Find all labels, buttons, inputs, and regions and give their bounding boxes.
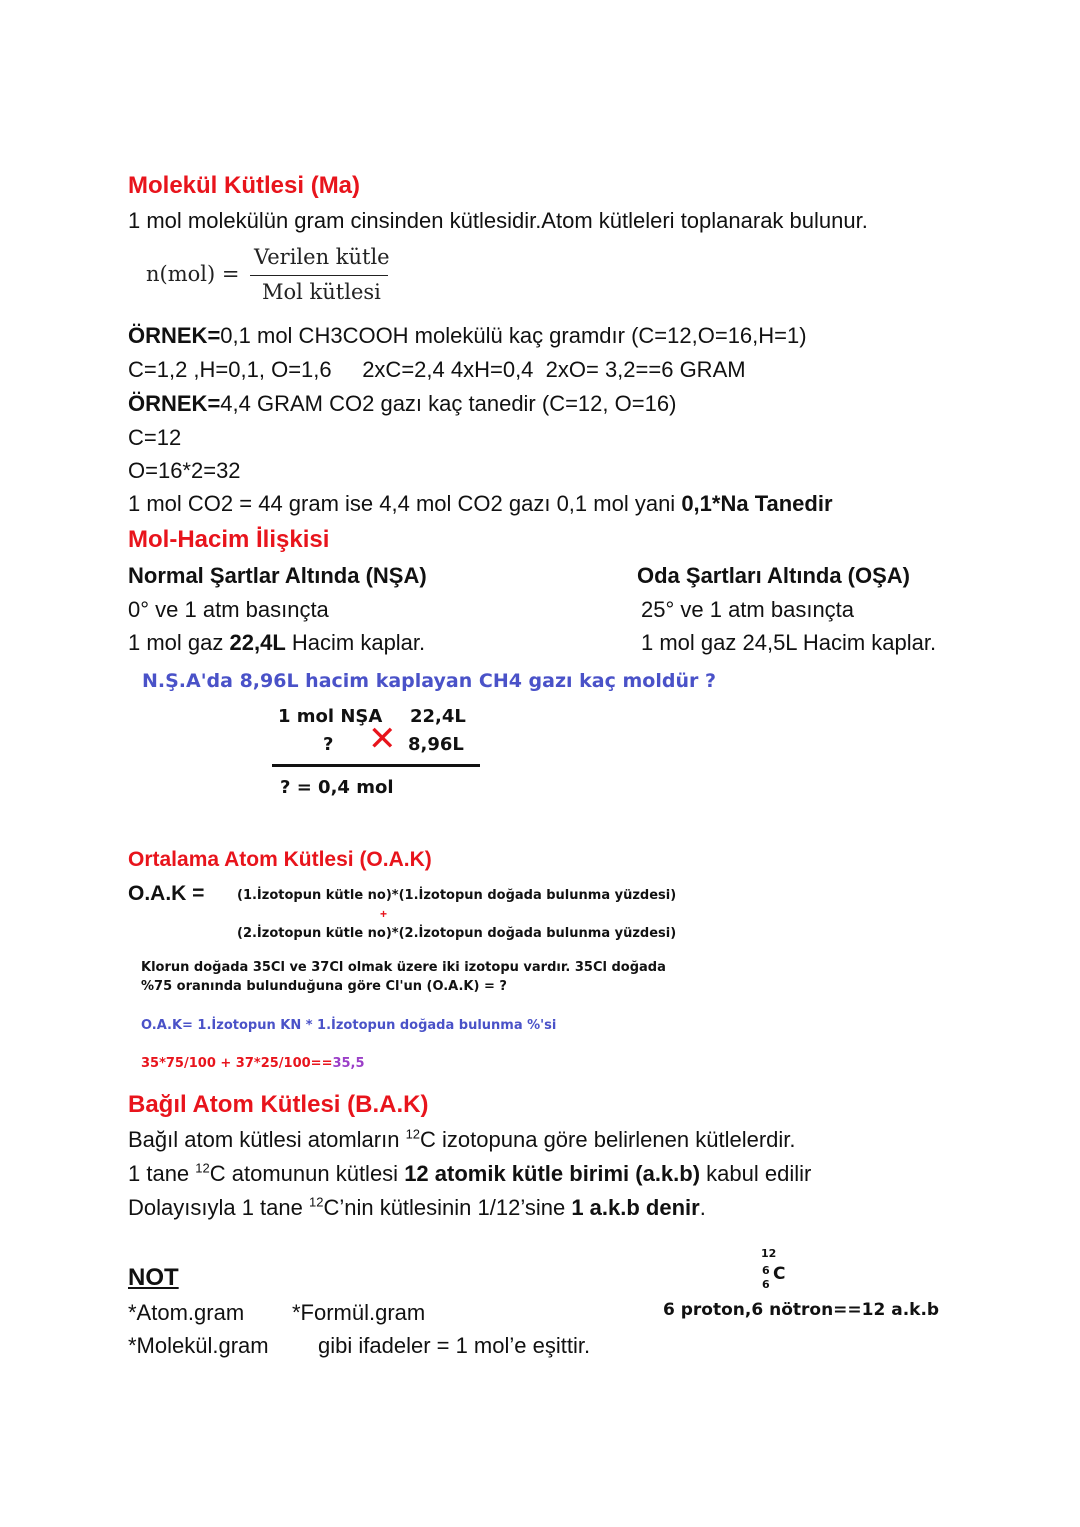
bak-line3-sup: 12	[308, 1194, 324, 1210]
work-divider	[272, 764, 480, 767]
bak-line2-a: 1 tane	[128, 1161, 196, 1186]
bak-line3-b: C’nin kütlesinin 1/12’sine	[323, 1195, 572, 1220]
osa-title: Oda Şartları Altında (OŞA)	[637, 563, 911, 588]
example-1-text: 0,1 mol CH3COOH molekülü kaç gramdır (C=12,O=16,H=1)	[220, 323, 807, 348]
note-line2-b: gibi ifadeler = 1 mol’e eşittir.	[318, 1333, 591, 1358]
oak-label: O.A.K =	[128, 882, 205, 905]
section-title-mol-hacim: Mol-Hacim İlişkisi	[128, 526, 330, 553]
oak-solution-b: 35,5	[332, 1056, 365, 1071]
example-2-text: 4,4 GRAM CO2 gazı kaç tanedir (C=12, O=16)	[220, 391, 677, 416]
bak-line1-a: Bağıl atom kütlesi atomların	[128, 1127, 406, 1152]
formula-lhs: n(mol) =	[146, 262, 240, 286]
carbon-neutron-number: 6	[762, 1278, 770, 1291]
nsa-line2	[128, 630, 425, 656]
note-line2-a: *Molekül.gram	[128, 1333, 269, 1358]
note-line1-b: *Formül.gram	[292, 1300, 426, 1325]
osa-line1: 25° ve 1 atm basınçta	[641, 597, 855, 622]
section-title-oak: Ortalama Atom Kütlesi (O.A.K)	[128, 848, 432, 871]
bak-line1	[128, 1127, 796, 1153]
oak-formula: O.A.K= 1.İzotopun KN * 1.İzotopun doğada bulunma %'si	[141, 1018, 557, 1033]
oak-solution	[141, 1056, 365, 1071]
oak-question-line2: %75 oranında bulunduğuna göre Cl'un (O.A.K) = ?	[141, 979, 507, 994]
bak-line3-d: .	[699, 1195, 706, 1220]
section-title-molekul-kutlesi: Molekül Kütlesi (Ma)	[128, 172, 361, 199]
work-line1-right: 22,4L	[410, 706, 466, 727]
carbon-atomic-number: 6	[762, 1264, 770, 1277]
example-1-calc: C=1,2 ,H=0,1, O=1,6 2xC=2,4 4xH=0,4 2xO= 3,2==6 GRAM	[128, 357, 746, 382]
carbon-caption: 6 proton,6 nötron==12 a.k.b	[663, 1300, 940, 1320]
bak-line2-d: kabul edilir	[700, 1161, 812, 1186]
example-2-label: ÖRNEK=	[128, 391, 221, 416]
molekul-definition: 1 mol molekülün gram cinsinden kütlesidir.Atom kütleleri toplanarak bulunur.	[128, 208, 868, 233]
example-1-label: ÖRNEK=	[128, 323, 221, 348]
volume-question: N.Ş.A'da 8,96L hacim kaplayan CH4 gazı kaç moldür ?	[142, 670, 716, 692]
bak-line3	[128, 1195, 706, 1221]
oak-solution-a: 35*75/100 + 37*25/100==	[141, 1056, 333, 1071]
oak-plus: +	[380, 907, 388, 921]
bak-line2-sup: 12	[195, 1160, 210, 1176]
formula-numerator: Verilen kütle	[254, 245, 390, 269]
oak-term1: (1.İzotopun kütle no)*(1.İzotopun doğada bulunma yüzdesi)	[237, 888, 677, 903]
example-2-line2: O=16*2=32	[128, 458, 241, 483]
example-2	[128, 391, 676, 417]
nsa-line1: 0° ve 1 atm basınçta	[128, 597, 329, 622]
bak-line2-b: C atomunun kütlesi	[209, 1161, 405, 1186]
nsa-line2-c: Hacim kaplar.	[285, 630, 426, 655]
oak-question-line1: Klorun doğada 35Cl ve 37Cl olmak üzere iki izotopu vardır. 35Cl doğada	[141, 960, 666, 975]
bak-line2	[128, 1161, 811, 1187]
bak-line3-a: Dolayısıyla 1 tane	[128, 1195, 309, 1220]
nsa-title: Normal Şartlar Altında (NŞA)	[128, 563, 427, 588]
carbon-symbol: C	[773, 1264, 786, 1284]
work-line2-left: ?	[323, 734, 334, 755]
example-2-result-bold: 0,1*Na Tanedir	[681, 491, 833, 516]
example-2-result	[128, 491, 833, 517]
osa-line2: 1 mol gaz 24,5L Hacim kaplar.	[641, 630, 937, 655]
example-2-line1: C=12	[128, 425, 182, 450]
formula-denominator: Mol kütlesi	[262, 280, 381, 304]
nsa-line2-a: 1 mol gaz	[128, 630, 230, 655]
work-line2-right: 8,96L	[408, 734, 464, 755]
bak-line1-b: C izotopuna göre belirlenen kütlelerdir.	[420, 1127, 796, 1152]
nsa-line2-b: 22,4L	[229, 630, 286, 655]
work-line1-left: 1 mol NŞA	[278, 706, 383, 727]
carbon-mass-number: 12	[761, 1247, 777, 1260]
section-title-bak: Bağıl Atom Kütlesi (B.A.K)	[128, 1091, 429, 1118]
oak-term2: (2.İzotopun kütle no)*(2.İzotopun doğada bulunma yüzdesi)	[237, 926, 677, 941]
formula-fraction-bar	[250, 275, 388, 276]
bak-line1-sup: 12	[405, 1126, 421, 1142]
note-line1-a: *Atom.gram	[128, 1300, 245, 1325]
work-result: ? = 0,4 mol	[280, 777, 394, 798]
example-2-result-text: 1 mol CO2 = 44 gram ise 4,4 mol CO2 gazı 0,1 mol yani	[128, 491, 682, 516]
bak-line2-c: 12 atomik kütle birimi (a.k.b)	[404, 1161, 701, 1186]
example-1	[128, 323, 807, 349]
bak-line3-c: 1 a.k.b denir	[571, 1195, 700, 1220]
note-title: NOT	[128, 1264, 179, 1291]
cross-multiply-icon: ✕	[368, 719, 397, 759]
